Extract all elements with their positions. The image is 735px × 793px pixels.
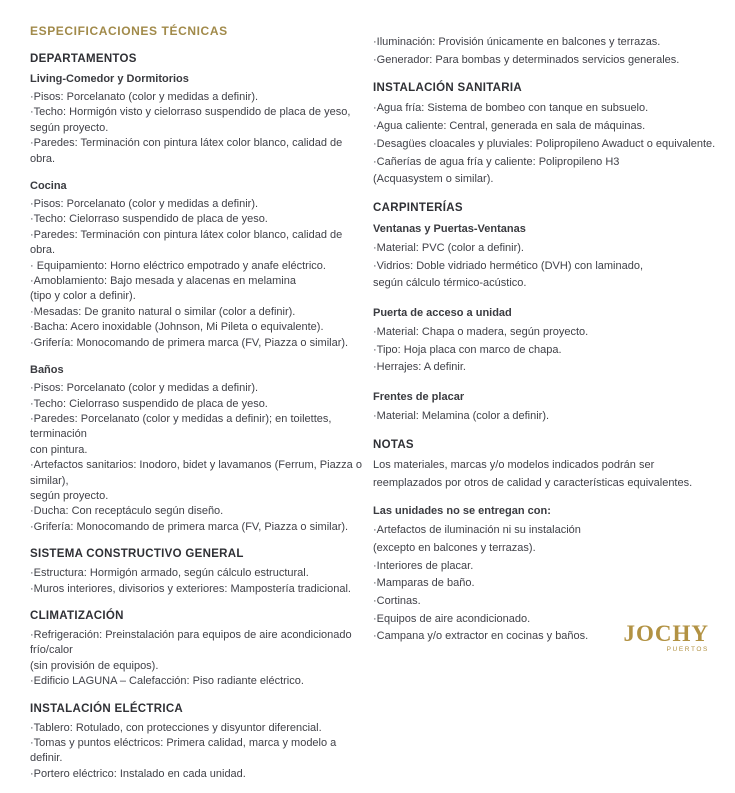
spec-line: ·Grifería: Monocomando de primera marca (FV, Piazza o similar).: [30, 336, 349, 349]
section-heading: NOTAS: [373, 438, 414, 451]
section-heading: CLIMATIZACIÓN: [30, 609, 124, 622]
subsection: [30, 721, 368, 783]
spec-line: ·Techo: Hormigón visto y cielorraso suspendido de placa de yeso,: [30, 106, 351, 119]
subsection-heading: Ventanas y Puertas-Ventanas: [373, 222, 526, 235]
spec-line: ·Material: Melamina (color a definir).: [373, 410, 550, 423]
subsection: [373, 220, 723, 293]
subsection: [373, 304, 723, 377]
spec-line: · Equipamiento: Horno eléctrico empotrado y anafe eléctrico.: [30, 259, 326, 272]
spec-line: ·Tablero: Rotulado, con protecciones y disyuntor diferencial.: [30, 721, 322, 734]
spec-line: ·Techo: Cielorraso suspendido de placa de yeso.: [30, 397, 268, 410]
spec-line: ·Grifería: Monocomando de primera marca (FV, Piazza o similar).: [30, 520, 349, 533]
section-heading: INSTALACIÓN ELÉCTRICA: [30, 702, 184, 715]
brand-logo-tagline: PUERTOS: [666, 646, 709, 653]
section-heading: DEPARTAMENTOS: [30, 53, 137, 65]
subsection-heading: Las unidades no se entregan con:: [373, 505, 551, 518]
spec-line: ·Edificio LAGUNA – Calefacción: Piso radiante eléctrico.: [30, 675, 304, 688]
right-column: [373, 34, 723, 657]
section: [373, 437, 723, 646]
spec-line: ·Techo: Cielorraso suspendido de placa de yeso.: [30, 213, 268, 226]
spec-line: ·Material: PVC (color a definir).: [373, 241, 524, 254]
spec-line: reemplazados por otros de calidad y características equivalentes.: [373, 476, 693, 489]
section: [30, 51, 368, 535]
spec-line: ·Paredes: Terminación con pintura látex color blanco, calidad de obra.: [30, 137, 343, 165]
spec-line: ·Mesadas: De granito natural o similar (color a definir).: [30, 305, 296, 318]
spec-line: ·Vidrios: Doble vidriado hermético (DVH) con laminado,: [373, 259, 644, 272]
section: [30, 608, 368, 690]
spec-line: ·Pisos: Porcelanato (color y medidas a definir).: [30, 91, 259, 103]
spec-line: ·Campana y/o extractor en cocinas y baños.: [373, 630, 589, 643]
spec-line: según proyecto.: [30, 121, 109, 134]
spec-line: ·Agua fría: Sistema de bombeo con tanque en subsuelo.: [373, 102, 649, 115]
spec-line: ·Desagües cloacales y pluviales: Polipropileno Awaduct o equivalente.: [373, 137, 716, 150]
spec-line: ·Artefactos sanitarios: Inodoro, bidet y lavamanos (Ferrum, Piazza o similar),: [30, 459, 362, 487]
subsection-heading: Frentes de placar: [373, 391, 465, 404]
spec-line: ·Herrajes: A definir.: [373, 361, 466, 374]
spec-line: ·Interiores de placar.: [373, 559, 474, 572]
spec-line: (excepto en balcones y terrazas).: [373, 541, 536, 554]
section: [30, 546, 368, 597]
subsection: [373, 34, 723, 69]
subsection: [373, 457, 723, 492]
subsection: [30, 566, 368, 597]
spec-line: ·Generador: Para bombas y determinados servicios generales.: [373, 53, 680, 66]
spec-line: ·Paredes: Porcelanato (color y medidas a definir); en toilettes, terminación: [30, 412, 332, 441]
spec-line: ·Muros interiores, divisorios y exteriores: Mampostería tradicional.: [30, 582, 351, 595]
spec-line: ·Mamparas de baño.: [373, 577, 475, 590]
spec-line: ·Tipo: Hoja placa con marco de chapa.: [373, 343, 562, 356]
subsection: [373, 100, 723, 189]
left-column: [30, 51, 368, 793]
spec-line: según cálculo térmico-acústico.: [373, 277, 527, 290]
spec-line: con pintura.: [30, 443, 88, 456]
spec-line: ·Refrigeración: Preinstalación para equipos de aire acondicionado frío/calor: [30, 628, 352, 657]
spec-line: ·Pisos: Porcelanato (color y medidas a definir).: [30, 382, 259, 395]
spec-line: ·Paredes: Terminación con pintura látex color blanco, calidad de obra.: [30, 228, 343, 257]
subsection: [30, 628, 368, 690]
spec-line: ·Agua caliente: Central, generada en sala de máquinas.: [373, 120, 646, 133]
spec-line: ·Tomas y puntos eléctricos: Primera calidad, marca y modelo a definir.: [30, 737, 337, 765]
subsection-heading: Baños: [30, 364, 64, 377]
subsection: [30, 178, 368, 351]
section-heading: INSTALACIÓN SANITARIA: [373, 82, 522, 95]
subsection-heading: Living-Comedor y Dormitorios: [30, 73, 189, 85]
spec-line: ·Equipos de aire acondicionado.: [373, 612, 531, 625]
spec-line: ·Cañerías de agua fría y caliente: Polipropileno H3: [373, 155, 620, 168]
spec-line: según proyecto.: [30, 489, 109, 502]
brand-logo: [624, 622, 710, 653]
spec-line: ·Artefactos de iluminación ni su instalación: [373, 524, 581, 537]
spec-line: ·Cortinas.: [373, 595, 421, 608]
subsection: [373, 388, 723, 426]
spec-line: ·Amoblamiento: Bajo mesada y alacenas en melamina: [30, 275, 296, 288]
subsection-heading: Cocina: [30, 180, 67, 193]
spec-line: ·Estructura: Hormigón armado, según cálculo estructural.: [30, 567, 309, 580]
section-heading: CARPINTERÍAS: [373, 201, 463, 214]
section-heading: SISTEMA CONSTRUCTIVO GENERAL: [30, 548, 244, 561]
page-title: ESPECIFICACIONES TÉCNICAS: [30, 24, 228, 38]
spec-line: (tipo y color a definir).: [30, 290, 136, 303]
section: [373, 34, 723, 69]
section: [373, 200, 723, 426]
spec-line: (sin provisión de equipos).: [30, 659, 159, 672]
subsection: [30, 362, 368, 535]
section: [30, 701, 368, 783]
brand-logo-wordmark: JOCHY: [623, 621, 709, 646]
spec-line: ·Bacha: Acero inoxidable (Johnson, Mi Pileta o equivalente).: [30, 321, 324, 334]
spec-line: ·Ducha: Con receptáculo según diseño.: [30, 505, 224, 518]
subsection: [30, 71, 368, 167]
spec-line: ·Material: Chapa o madera, según proyecto.: [373, 326, 589, 339]
spec-line: (Acquasystem o similar).: [373, 173, 494, 186]
spec-line: ·Portero eléctrico: Instalado en cada unidad.: [30, 767, 246, 780]
section: [373, 80, 723, 189]
subsection-heading: Puerta de acceso a unidad: [373, 307, 512, 320]
spec-line: Los materiales, marcas y/o modelos indicados podrán ser: [373, 458, 655, 471]
spec-line: ·Pisos: Porcelanato (color y medidas a definir).: [30, 198, 259, 211]
spec-line: ·Iluminación: Provisión únicamente en balcones y terrazas.: [373, 36, 661, 48]
